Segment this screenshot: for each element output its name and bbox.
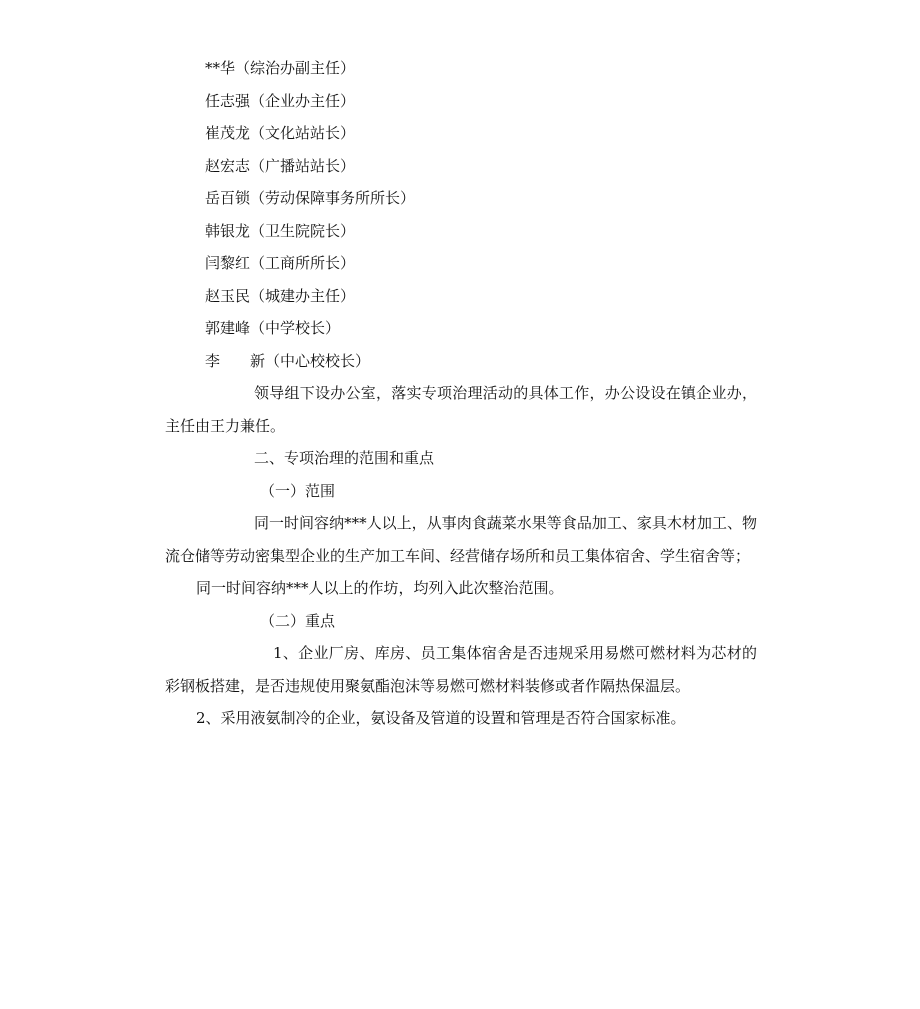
focus-item: 1、企业厂房、库房、员工集体宿舍是否违规采用易燃可燃材料为芯材的彩钢板搭建，是否违规使用聚氨酯泡沫等易燃可燃材料装修或者作隔热保温层。	[165, 644, 757, 695]
document-body	[165, 52, 757, 735]
member-line: 韩银龙（卫生院院长）	[205, 221, 356, 240]
section-heading: 二、专项治理的范围和重点	[254, 449, 435, 467]
member-line: 崔茂龙（文化站站长）	[205, 124, 356, 142]
focus-item: 2、采用液氨制冷的企业，氨设备及管道的设置和管理是否符合国家标准。	[196, 709, 686, 727]
member-line: 赵玉民（城建办主任）	[205, 286, 356, 305]
member-line: 闫黎红（工商所所长）	[205, 254, 356, 272]
scope-paragraph-workshops: 同一时间容纳***人以上的作坊，均列入此次整治范围。	[196, 579, 564, 597]
member-line: 任志强（企业办主任）	[205, 91, 356, 110]
member-line: 岳百锁（劳动保障事务所所长）	[205, 189, 416, 207]
member-line: 郭建峰（中学校长）	[205, 319, 341, 337]
member-surname: 李	[205, 351, 221, 370]
member-rest: 新（中心校校长）	[250, 351, 371, 370]
scope-paragraph: 同一时间容纳***人以上，从事肉食蔬菜水果等食品加工、家具木材加工、物流仓储等劳动密集型企业的生产加工车间、经营储存场所和员工集体宿舍、学生宿舍等；	[165, 514, 757, 565]
member-line: 赵宏志（广播站站长）	[205, 156, 356, 175]
subsection-heading-scope: （一）范围	[260, 481, 336, 500]
member-line: **华（综治办副主任）	[205, 59, 356, 77]
office-paragraph: 领导组下设办公室，落实专项治理活动的具体工作，办公设设在镇企业办，主任由王力兼任。	[165, 384, 757, 435]
member-line-last	[165, 345, 757, 378]
subsection-heading-focus: （二）重点	[260, 611, 336, 630]
